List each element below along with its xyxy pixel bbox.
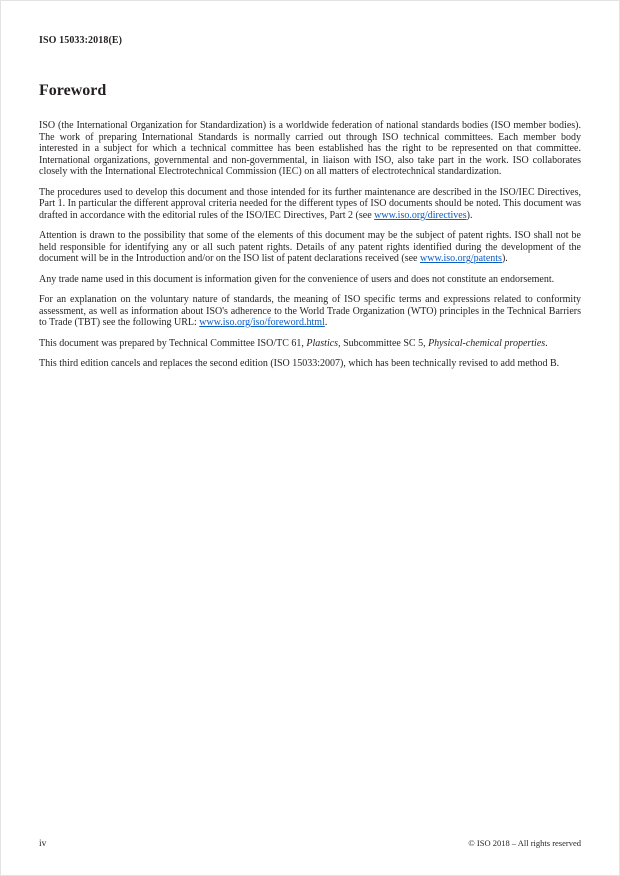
document-reference: ISO 15033:2018(E) bbox=[39, 35, 123, 46]
paragraph-text: The procedures used to develop this document and those intended for its further maintenance are described in the ISO/IEC Directives, Part 1. In particular the different approval criteria needed for the different types of ISO documents should be noted. This document was drafted in accordance with the editorial rules of the ISO/IEC Directives, Part 2 (see bbox=[39, 186, 581, 221]
foreword-heading: Foreword bbox=[39, 82, 107, 99]
page-content bbox=[1, 1, 619, 370]
paragraph-text: , Subcommittee SC 5, bbox=[338, 337, 429, 349]
paragraph-text: This document was prepared by Technical Committee ISO/TC 61, bbox=[39, 337, 307, 349]
foreword-paragraph-4: Any trade name used in this document is information given for the convenience of users and does not constitute an endorsement. bbox=[39, 273, 555, 285]
foreword-paragraph-6 bbox=[39, 338, 581, 350]
paragraph-text: ). bbox=[501, 253, 508, 264]
page-number: iv bbox=[39, 839, 47, 849]
foreword-paragraph-5 bbox=[39, 294, 581, 329]
link-iso-patents[interactable]: www.iso.org/patents bbox=[420, 253, 502, 264]
copyright-notice: © ISO 2018 – All rights reserved bbox=[468, 838, 581, 848]
paragraph-text: Attention is drawn to the possibility that some of the elements of this document may be the subject of patent rights. ISO shall not be held responsible for identifying any or all such patent rights. Details of any patent rights identified during the development of the document will be in the Introduction and/or on the ISO list of patent declarations received (see bbox=[39, 230, 581, 264]
foreword-paragraph-3 bbox=[39, 230, 581, 265]
foreword-paragraph-7: This third edition cancels and replaces the second edition (ISO 15033:2007), which has been technically revised to add method B. bbox=[39, 358, 560, 369]
paragraph-text: For an explanation on the voluntary nature of standards, the meaning of ISO specific terms and expressions related to conformity assessment, as well as information about ISO's adherence to the World Trade Organization (WTO) principles in the Technical Barriers to Trade (TBT) see the following URL: bbox=[39, 294, 581, 328]
link-iso-foreword[interactable]: www.iso.org/iso/foreword.html bbox=[199, 317, 325, 328]
committee-title-plastics: Plastics bbox=[306, 337, 339, 349]
paragraph-text: . bbox=[324, 317, 328, 328]
foreword-paragraph-2 bbox=[39, 187, 581, 222]
link-iso-directives[interactable]: www.iso.org/directives bbox=[374, 209, 467, 221]
foreword-paragraph-1: ISO (the International Organization for Standardization) is a worldwide federation of national standards bodies (ISO member bodies). The work of preparing International Standards is normally carried out through ISO technical committees. Each member body interested in a subject for which a technical committee has been established has the right to be represented on that committee. International organizations, governmental and non-governmental, in liaison with ISO, also take part in the work. ISO collaborates closely with the International Electrotechnical Commission (IEC) on all matters of electrotechnical standardization. bbox=[39, 120, 581, 177]
paragraph-text: ). bbox=[466, 209, 473, 221]
paragraph-text: . bbox=[545, 337, 548, 349]
page-footer bbox=[39, 838, 581, 849]
subcommittee-title: Physical-chemical properties bbox=[428, 337, 546, 349]
